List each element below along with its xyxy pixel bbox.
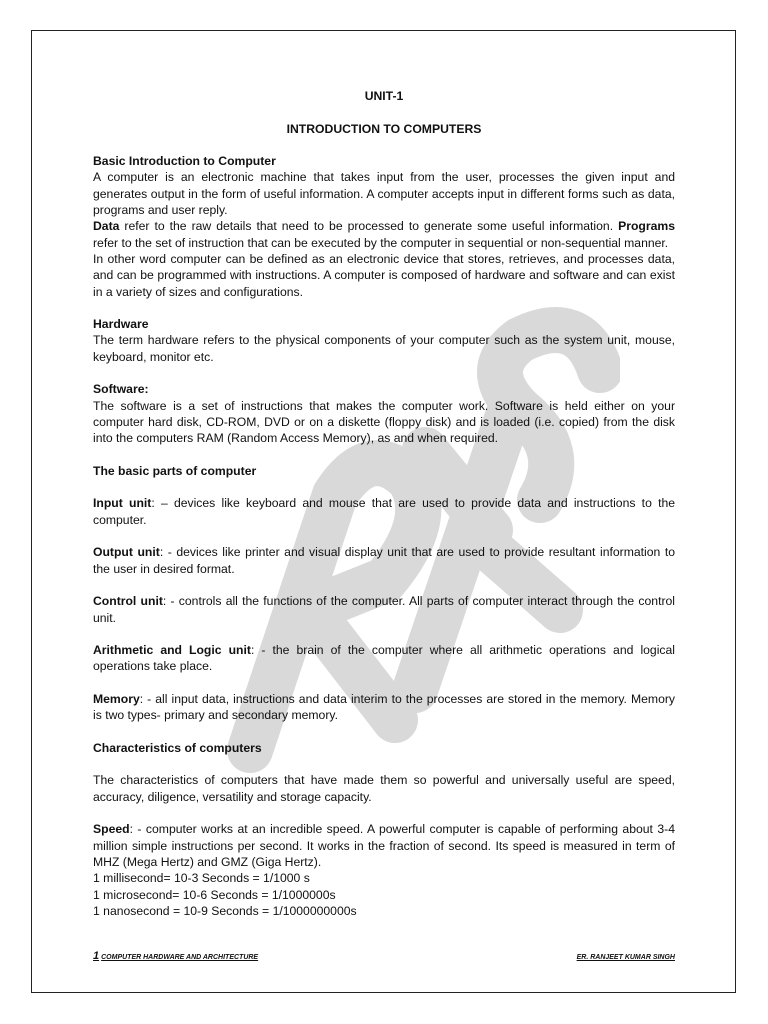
data-definition: [93, 218, 675, 251]
section-heading-basic-parts: The basic parts of computer: [93, 463, 257, 478]
part-text: : – devices like keyboard and mouse that are used to provide data and instructions to the computer.: [93, 496, 676, 527]
part-item-memory: [93, 691, 675, 724]
part-item-input-unit: [93, 495, 675, 528]
speed-text: : - computer works at an incredible speed. A powerful computer is capable of performing about 3-4 million simple instructions per second. It works in the fraction of second. Its speed is measured in term of MHZ (Mega Hertz) and GMZ (Giga Hertz).: [93, 822, 675, 869]
part-term: Memory: [93, 691, 140, 706]
speed-term: Speed: [93, 822, 130, 837]
part-text: : - devices like printer and visual display unit that are used to provide resultant information to the user in desired format.: [93, 545, 675, 576]
part-term: Control unit: [93, 594, 163, 609]
footer-left: [93, 950, 258, 962]
part-term: Input unit: [93, 496, 152, 511]
part-text: : - all input data, instructions and data interim to the processes are stored in the memory. Memory is two types- primary and secondary memory.: [93, 691, 675, 723]
part-item-output-unit: [93, 544, 675, 577]
page-number: 1: [93, 950, 100, 962]
part-item-control-unit: [93, 593, 675, 626]
document-body: [93, 88, 675, 919]
page-footer: [93, 950, 675, 962]
software-paragraph: The software is a set of instructions that makes the computer work. Software is held either on your computer hard disk, CD-ROM, DVD or on a diskette (floppy disk) and is loaded (i.e. copied) from the disk into the computers RAM (Random Access Memory), as and when required.: [93, 398, 675, 446]
programs-text: refer to the set of instruction that can be executed by the computer in sequential or non-sequential manner.: [93, 235, 669, 250]
section-heading-basic-intro: Basic Introduction to Computer: [93, 154, 276, 169]
footer-course-title: COMPUTER HARDWARE AND ARCHITECTURE: [101, 954, 259, 961]
page-title: INTRODUCTION TO COMPUTERS: [286, 121, 482, 136]
hardware-paragraph: The term hardware refers to the physical components of your computer such as the system unit, mouse, keyboard, monitor etc.: [93, 333, 675, 364]
part-term: Arithmetic and Logic unit: [93, 643, 251, 658]
section-heading-characteristics: Characteristics of computers: [93, 740, 262, 755]
data-term: Data: [93, 219, 120, 234]
unit-line-nanosecond: 1 nanosecond = 10-9 Seconds = 1/1000000000s: [93, 903, 357, 918]
computer-definition-paragraph: In other word computer can be defined as an electronic device that stores, retrieves, and processes data, and can be programmed with instructions. A computer is composed of hardware and software and can exist in a variety of sizes and configurations.: [93, 251, 675, 299]
characteristics-intro: The characteristics of computers that have made them so powerful and universally useful are speed, accuracy, diligence, versatility and storage capacity.: [93, 773, 675, 804]
part-text: : - controls all the functions of the computer. All parts of computer interact through the control unit.: [93, 594, 675, 625]
unit-label: UNIT-1: [364, 89, 404, 103]
section-heading-hardware: Hardware: [93, 317, 149, 332]
part-item-alu: [93, 642, 675, 675]
data-text: refer to the raw details that need to be processed to generate some useful information.: [119, 219, 614, 234]
basic-intro-paragraph: A computer is an electronic machine that takes input from the user, processes the given input and generates output in the form of useful information. A computer accepts input in different forms such as data, programs and user reply.: [93, 170, 675, 218]
section-heading-software: Software:: [93, 382, 149, 397]
speed-paragraph: [93, 821, 675, 870]
footer-author: ER. RANJEET KUMAR SINGH: [576, 954, 675, 961]
part-term: Output unit: [93, 545, 160, 560]
unit-line-millisecond: 1 millisecond= 10-3 Seconds = 1/1000 s: [93, 871, 310, 886]
programs-term: Programs: [618, 219, 675, 234]
part-text: : - the brain of the computer where all arithmetic operations and logical operations take place.: [93, 643, 675, 674]
unit-line-microsecond: 1 microsecond= 10-6 Seconds = 1/1000000s: [93, 887, 336, 902]
